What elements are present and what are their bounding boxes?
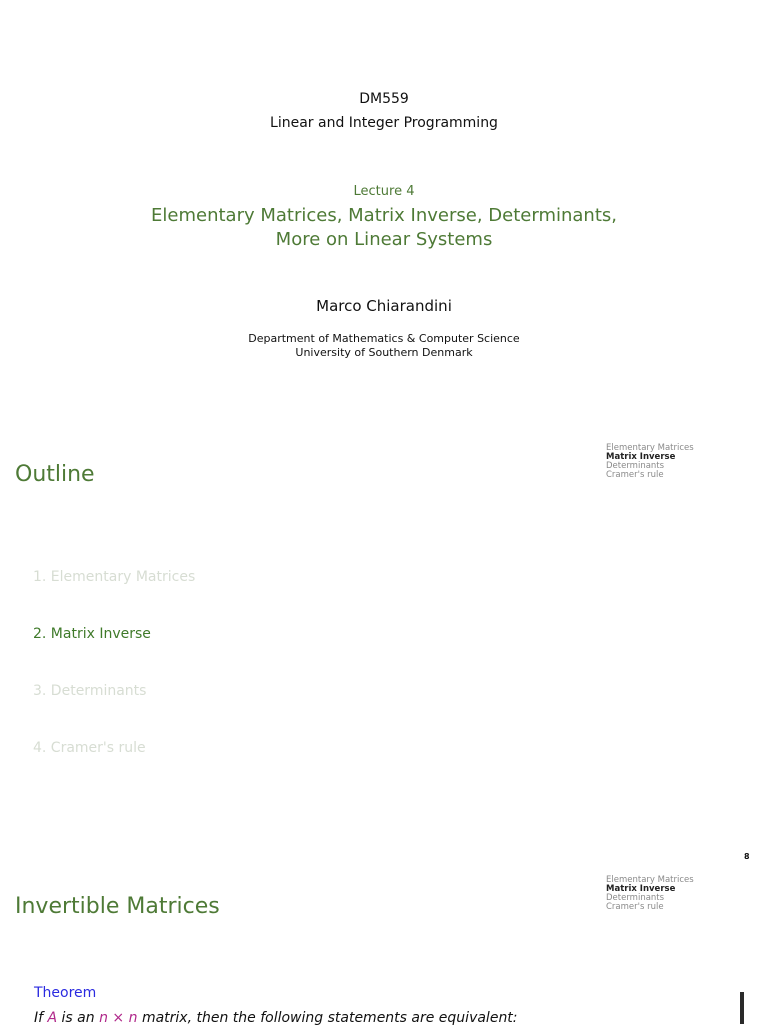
course-code: DM559 (359, 91, 409, 107)
matrix-dimension: n × n (99, 1010, 138, 1026)
nav-item-matrix-inverse[interactable]: Matrix Inverse (606, 452, 676, 462)
lecture-title-line2: More on Linear Systems (275, 229, 493, 250)
section-navigation-2 (606, 876, 694, 912)
lecture-title (0, 204, 768, 252)
nav-item-elementary-matrices[interactable]: Elementary Matrices (606, 443, 694, 453)
theorem-middle: is an (61, 1010, 95, 1026)
nav-item-elementary-matrices[interactable]: Elementary Matrices (606, 875, 694, 885)
university: University of Southern Denmark (295, 346, 473, 359)
outline-item-determinants[interactable]: 3. Determinants (33, 683, 147, 699)
theorem-heading: Theorem (34, 985, 97, 1001)
author-name: Marco Chiarandini (316, 297, 452, 315)
outline-item-matrix-inverse[interactable]: 2. Matrix Inverse (33, 626, 151, 642)
matrix-symbol: A (47, 1010, 58, 1026)
nav-item-cramers-rule[interactable]: Cramer's rule (606, 470, 664, 480)
theorem-suffix: matrix, then the following statements are equivalent: (141, 1010, 518, 1026)
page-edge-shadow (740, 992, 744, 1024)
outline-item-cramers-rule[interactable]: 4. Cramer's rule (33, 740, 146, 756)
course-name: Linear and Integer Programming (270, 115, 498, 131)
lecture-title-line1: Elementary Matrices, Matrix Inverse, Determinants, (151, 205, 617, 226)
page-number: 8 (744, 852, 750, 861)
department: Department of Mathematics & Computer Science (248, 332, 520, 345)
theorem-prefix: If (34, 1010, 44, 1026)
outline-item-elementary-matrices[interactable]: 1. Elementary Matrices (33, 569, 196, 585)
outline-title: Outline (15, 462, 95, 487)
invertible-matrices-title: Invertible Matrices (15, 894, 220, 919)
lecture-number: Lecture 4 (353, 184, 415, 199)
affiliation (0, 332, 768, 360)
nav-item-determinants[interactable]: Determinants (606, 893, 665, 903)
nav-item-cramers-rule[interactable]: Cramer's rule (606, 902, 664, 912)
nav-item-determinants[interactable]: Determinants (606, 461, 665, 471)
nav-item-matrix-inverse[interactable]: Matrix Inverse (606, 884, 676, 894)
section-navigation (606, 444, 694, 480)
